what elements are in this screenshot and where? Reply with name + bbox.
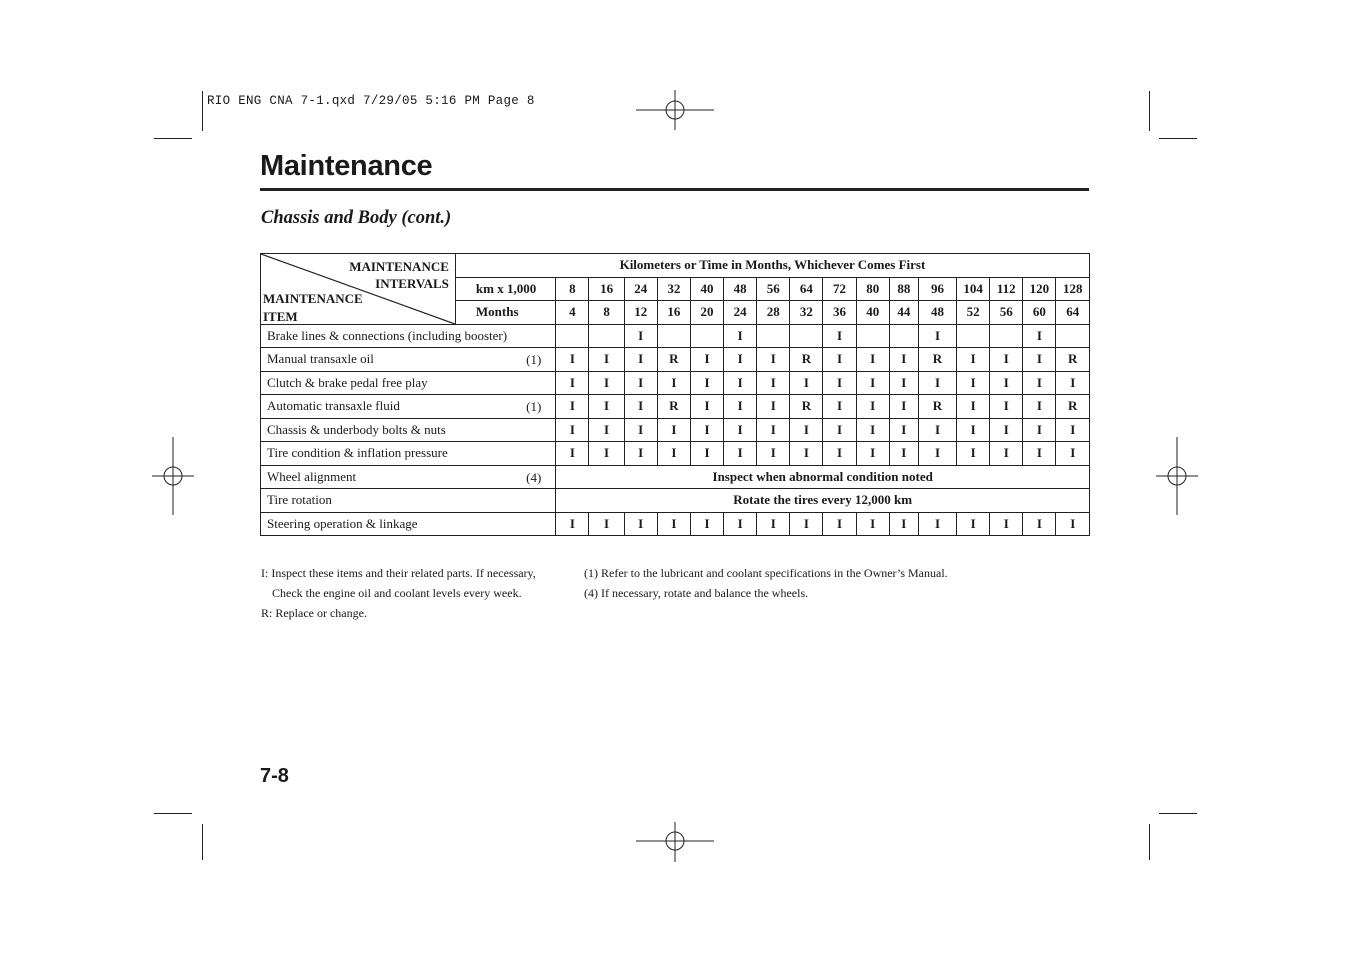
item-label: Tire rotation — [267, 492, 332, 508]
section-subtitle: Chassis and Body (cont.) — [261, 208, 452, 228]
registration-mark-icon — [152, 437, 194, 517]
schedule-cell: I — [957, 512, 990, 536]
page-title: Maintenance — [260, 150, 433, 182]
item-label: Clutch & brake pedal free play — [267, 374, 428, 390]
item-cell — [261, 395, 556, 419]
table-corner-header — [261, 254, 456, 325]
schedule-cell: R — [918, 395, 956, 419]
schedule-cell: I — [823, 324, 856, 348]
km-label: km x 1,000 — [455, 277, 555, 301]
schedule-cell: I — [957, 395, 990, 419]
schedule-cell: I — [957, 442, 990, 466]
item-label: Tire condition & inflation pressure — [267, 445, 448, 461]
crop-mark — [202, 824, 203, 860]
schedule-cell: I — [990, 348, 1023, 372]
maintenance-schedule-table — [260, 253, 1090, 536]
crop-mark — [1159, 813, 1197, 814]
km-cell: 56 — [757, 277, 790, 301]
schedule-cell: I — [990, 371, 1023, 395]
schedule-cell: I — [856, 371, 889, 395]
item-label: Wheel alignment — [267, 468, 357, 484]
schedule-cell: I — [657, 442, 690, 466]
schedule-cell: I — [1056, 418, 1090, 442]
legend-line: (4) If necessary, rotate and balance the wheels. — [584, 586, 809, 600]
schedule-cell: I — [957, 418, 990, 442]
schedule-cell: I — [624, 348, 657, 372]
span-cell: Inspect when abnormal condition noted — [556, 465, 1090, 489]
schedule-cell — [856, 324, 889, 348]
schedule-cell: I — [1023, 442, 1056, 466]
crop-mark — [1149, 824, 1150, 860]
schedule-cell: I — [889, 512, 918, 536]
schedule-cell: I — [724, 371, 757, 395]
schedule-cell: I — [918, 371, 956, 395]
schedule-cell: I — [657, 418, 690, 442]
km-cell: 8 — [556, 277, 589, 301]
km-cell: 32 — [657, 277, 690, 301]
months-cell: 56 — [990, 301, 1023, 325]
km-cell: 40 — [690, 277, 723, 301]
schedule-cell: I — [589, 512, 624, 536]
legend-left — [261, 563, 536, 623]
schedule-cell: I — [1023, 348, 1056, 372]
item-note: (1) — [526, 352, 542, 367]
months-cell: 20 — [690, 301, 723, 325]
km-cell: 96 — [918, 277, 956, 301]
schedule-cell: I — [556, 348, 589, 372]
schedule-cell: I — [624, 418, 657, 442]
schedule-cell: I — [918, 442, 956, 466]
legend-line: Check the engine oil and coolant levels every week. — [272, 586, 522, 600]
item-cell — [261, 418, 556, 442]
months-cell: 36 — [823, 301, 856, 325]
schedule-cell: R — [1056, 395, 1090, 419]
item-note: (1) — [526, 399, 542, 414]
schedule-cell: I — [589, 395, 624, 419]
months-cell: 44 — [889, 301, 918, 325]
schedule-cell: I — [724, 442, 757, 466]
registration-mark-icon — [636, 90, 716, 130]
item-cell — [261, 489, 556, 513]
schedule-cell: I — [1023, 418, 1056, 442]
km-cell: 64 — [790, 277, 823, 301]
schedule-cell: I — [856, 395, 889, 419]
schedule-cell: I — [757, 512, 790, 536]
schedule-cell: I — [757, 371, 790, 395]
schedule-cell: I — [757, 395, 790, 419]
schedule-cell: I — [918, 418, 956, 442]
schedule-cell: I — [589, 348, 624, 372]
registration-mark-icon — [636, 822, 716, 862]
months-cell: 8 — [589, 301, 624, 325]
schedule-cell: I — [757, 418, 790, 442]
schedule-cell: I — [690, 418, 723, 442]
schedule-cell: I — [889, 418, 918, 442]
schedule-cell: I — [1023, 512, 1056, 536]
schedule-cell: I — [690, 348, 723, 372]
page-number: 7-8 — [260, 765, 289, 787]
schedule-cell: R — [790, 395, 823, 419]
item-cell — [261, 371, 556, 395]
schedule-cell: I — [823, 395, 856, 419]
schedule-cell — [1056, 324, 1090, 348]
crop-mark — [1149, 91, 1150, 131]
schedule-cell: I — [589, 371, 624, 395]
schedule-cell — [889, 324, 918, 348]
schedule-cell: I — [724, 512, 757, 536]
schedule-cell: I — [1023, 395, 1056, 419]
header-intervals-label: MAINTENANCE INTERVALS — [349, 259, 449, 291]
schedule-cell: I — [556, 442, 589, 466]
item-cell — [261, 442, 556, 466]
schedule-cell: I — [990, 395, 1023, 419]
schedule-cell: I — [724, 348, 757, 372]
schedule-cell: I — [690, 395, 723, 419]
schedule-cell: I — [790, 512, 823, 536]
schedule-cell: I — [624, 324, 657, 348]
km-cell: 128 — [1056, 277, 1090, 301]
km-cell: 48 — [724, 277, 757, 301]
km-cell: 72 — [823, 277, 856, 301]
schedule-cell: I — [856, 442, 889, 466]
item-label: Manual transaxle oil — [267, 351, 374, 367]
table-row — [261, 324, 1090, 348]
km-cell: 80 — [856, 277, 889, 301]
table-row — [261, 442, 1090, 466]
schedule-cell: I — [657, 512, 690, 536]
crop-mark — [154, 813, 192, 814]
schedule-cell — [556, 324, 589, 348]
schedule-cell — [990, 324, 1023, 348]
header-item-label: MAINTENANCE ITEM — [263, 291, 363, 324]
schedule-cell: I — [957, 348, 990, 372]
schedule-cell: I — [990, 418, 1023, 442]
table-row — [261, 371, 1090, 395]
months-cell: 16 — [657, 301, 690, 325]
item-cell — [261, 348, 556, 372]
months-cell: 12 — [624, 301, 657, 325]
span-cell: Rotate the tires every 12,000 km — [556, 489, 1090, 513]
schedule-cell: I — [889, 395, 918, 419]
item-cell — [261, 324, 556, 348]
months-cell: 28 — [757, 301, 790, 325]
months-cell: 64 — [1056, 301, 1090, 325]
schedule-cell: I — [556, 418, 589, 442]
item-label: Chassis & underbody bolts & nuts — [267, 421, 446, 437]
schedule-cell: I — [823, 371, 856, 395]
schedule-cell: I — [823, 442, 856, 466]
schedule-cell — [757, 324, 790, 348]
months-cell: 60 — [1023, 301, 1056, 325]
km-cell: 112 — [990, 277, 1023, 301]
months-cell: 52 — [957, 301, 990, 325]
schedule-cell: I — [624, 371, 657, 395]
item-label: Steering operation & linkage — [267, 515, 418, 531]
schedule-cell: R — [790, 348, 823, 372]
months-cell: 40 — [856, 301, 889, 325]
schedule-cell: I — [889, 371, 918, 395]
schedule-cell: I — [790, 442, 823, 466]
schedule-cell: I — [790, 418, 823, 442]
schedule-cell: I — [990, 442, 1023, 466]
schedule-cell: I — [690, 371, 723, 395]
km-cell: 88 — [889, 277, 918, 301]
schedule-cell: I — [823, 512, 856, 536]
schedule-cell: I — [624, 512, 657, 536]
item-cell — [261, 512, 556, 536]
months-cell: 4 — [556, 301, 589, 325]
header-span: Kilometers or Time in Months, Whichever Comes First — [455, 254, 1089, 278]
schedule-cell: I — [556, 395, 589, 419]
months-cell: 48 — [918, 301, 956, 325]
schedule-cell: R — [657, 348, 690, 372]
km-cell: 24 — [624, 277, 657, 301]
schedule-cell: I — [889, 442, 918, 466]
months-cell: 32 — [790, 301, 823, 325]
table-row — [261, 512, 1090, 536]
legend-right — [584, 563, 948, 603]
km-cell: 104 — [957, 277, 990, 301]
schedule-cell — [957, 324, 990, 348]
schedule-cell: I — [918, 324, 956, 348]
schedule-cell: I — [724, 324, 757, 348]
schedule-cell: I — [690, 442, 723, 466]
schedule-cell: I — [624, 442, 657, 466]
schedule-cell: I — [856, 512, 889, 536]
crop-mark — [154, 138, 192, 139]
months-label: Months — [455, 301, 555, 325]
schedule-cell: I — [856, 418, 889, 442]
schedule-cell — [690, 324, 723, 348]
schedule-cell: I — [624, 395, 657, 419]
item-label: Automatic transaxle fluid — [267, 398, 400, 414]
schedule-cell: R — [1056, 348, 1090, 372]
schedule-cell: I — [657, 371, 690, 395]
months-cell: 24 — [724, 301, 757, 325]
schedule-cell: I — [1023, 371, 1056, 395]
legend-line: (1) Refer to the lubricant and coolant specifications in the Owner’s Manual. — [584, 566, 948, 580]
print-slug: RIO ENG CNA 7-1.qxd 7/29/05 5:16 PM Page 8 — [207, 94, 535, 108]
schedule-cell: I — [757, 348, 790, 372]
schedule-cell: I — [556, 371, 589, 395]
item-cell — [261, 465, 556, 489]
schedule-cell: I — [823, 348, 856, 372]
registration-mark-icon — [1156, 437, 1198, 517]
schedule-cell: I — [856, 348, 889, 372]
table-row — [261, 395, 1090, 419]
schedule-cell — [790, 324, 823, 348]
legend-line: I: Inspect these items and their related parts. If necessary, — [261, 566, 536, 580]
schedule-cell: I — [556, 512, 589, 536]
schedule-cell: I — [918, 512, 956, 536]
crop-mark — [1159, 138, 1197, 139]
title-divider — [260, 188, 1089, 191]
schedule-cell: I — [1056, 512, 1090, 536]
schedule-cell: I — [589, 442, 624, 466]
schedule-cell: I — [589, 418, 624, 442]
table-row — [261, 465, 1090, 489]
table-row — [261, 418, 1090, 442]
legend-line: R: Replace or change. — [261, 606, 367, 620]
km-cell: 16 — [589, 277, 624, 301]
crop-mark — [202, 91, 203, 131]
schedule-cell: I — [957, 371, 990, 395]
km-cell: 120 — [1023, 277, 1056, 301]
schedule-cell: I — [790, 371, 823, 395]
schedule-cell: I — [1023, 324, 1056, 348]
schedule-cell: I — [1056, 371, 1090, 395]
schedule-cell: I — [724, 395, 757, 419]
schedule-cell: I — [690, 512, 723, 536]
schedule-cell: R — [918, 348, 956, 372]
schedule-cell: I — [889, 348, 918, 372]
item-note: (4) — [526, 469, 542, 485]
schedule-cell: R — [657, 395, 690, 419]
item-label: Brake lines & connections (including booster) — [267, 327, 508, 343]
table-row — [261, 489, 1090, 513]
schedule-cell — [657, 324, 690, 348]
schedule-cell: I — [724, 418, 757, 442]
schedule-cell: I — [757, 442, 790, 466]
schedule-cell: I — [990, 512, 1023, 536]
schedule-cell: I — [1056, 442, 1090, 466]
schedule-cell: I — [823, 418, 856, 442]
table-row — [261, 348, 1090, 372]
schedule-cell — [589, 324, 624, 348]
